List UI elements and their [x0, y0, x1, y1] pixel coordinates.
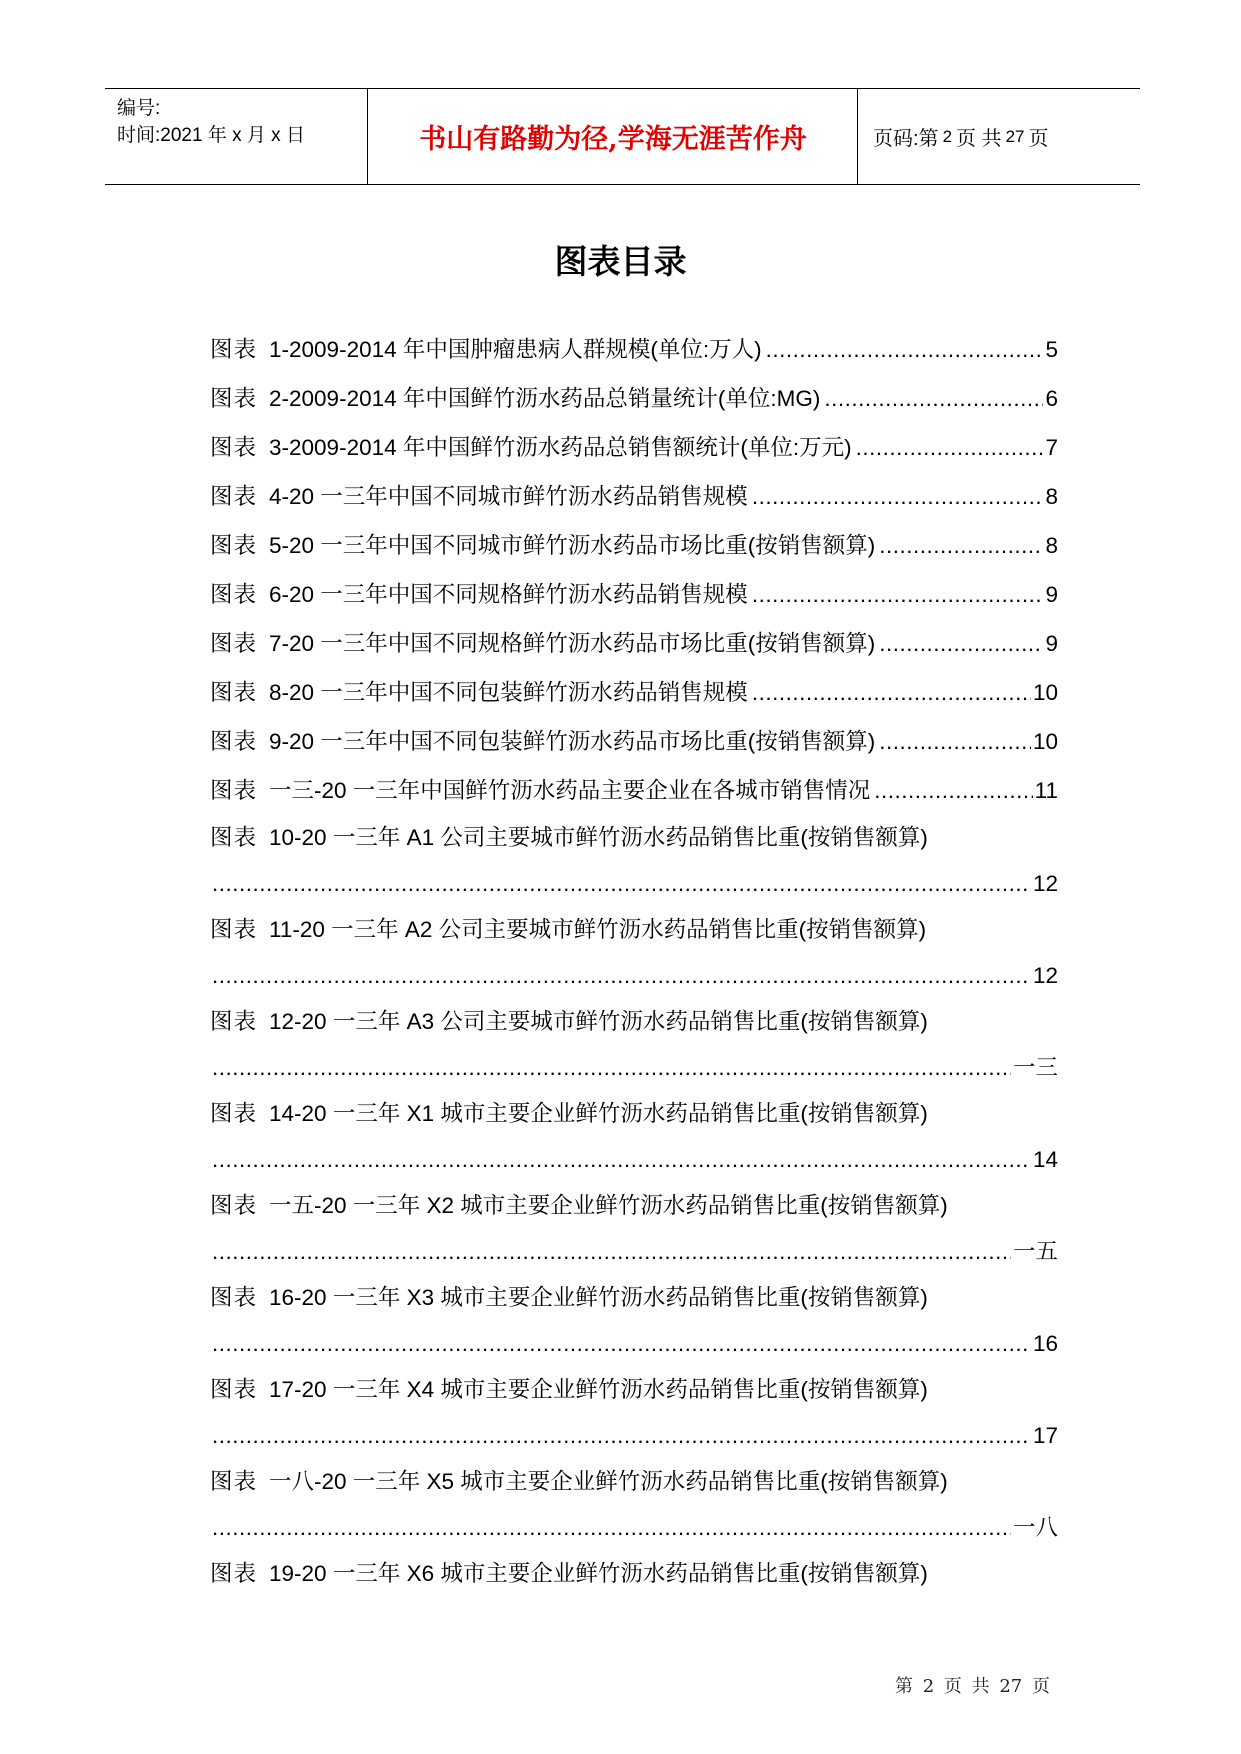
page-footer	[0, 1672, 1050, 1698]
footer-total: 27	[999, 1676, 1023, 1697]
toc-entry-page: 6	[1045, 386, 1058, 411]
toc-entry-label	[210, 619, 877, 668]
header-page-suffix: 页	[1028, 128, 1049, 150]
toc-entry-label	[210, 1367, 930, 1413]
toc-entry-prefix: 图表	[210, 533, 258, 558]
footer-prefix: 第	[894, 1676, 913, 1697]
toc-entry-label	[210, 668, 750, 717]
toc-entry-text: 3-2009-2014 年中国鲜竹沥水药品总销售额统计(单位:万元)	[269, 435, 852, 460]
toc-leader-dots	[752, 570, 1044, 619]
header-page-mid: 页 共	[956, 128, 1002, 150]
toc-entry-page: 一五	[1012, 1239, 1058, 1264]
toc-entry-text: 17-20 一三年 X4 城市主要企业鲜竹沥水药品销售比重(按销售额算)	[269, 1377, 928, 1402]
toc-leader-dots	[879, 717, 1031, 766]
toc-entry-label	[210, 999, 930, 1045]
toc-entry-prefix: 图表	[210, 582, 258, 607]
toc-entry-page: 16	[1032, 1331, 1058, 1356]
header-divider	[857, 89, 858, 184]
header-page-current: 2	[942, 126, 953, 146]
toc-entry-prefix: 图表	[210, 1193, 258, 1218]
toc-entry[interactable]	[210, 1275, 1058, 1367]
toc-leader-dots	[212, 1321, 1031, 1367]
toc-entry-page: 一三	[1012, 1055, 1058, 1080]
toc-leader-dots	[752, 668, 1031, 717]
toc-entry-page: 9	[1045, 631, 1058, 656]
toc-entry-prefix: 图表	[210, 484, 258, 509]
toc-leader-dots	[212, 1229, 1011, 1275]
header-time-label: 时间:2021 年 x 月 x 日	[117, 125, 305, 146]
header-number-label: 编号:	[117, 98, 161, 119]
toc-entry-prefix: 图表	[210, 729, 258, 754]
toc-entry[interactable]	[210, 570, 1058, 619]
toc-leader-dots	[874, 766, 1032, 815]
header-page-total: 27	[1005, 126, 1025, 146]
toc-entry[interactable]	[210, 521, 1058, 570]
toc-entry-text: 5-20 一三年中国不同城市鲜竹沥水药品市场比重(按销售额算)	[269, 533, 876, 558]
toc-entry-page: 12	[1032, 963, 1058, 988]
toc-entry[interactable]	[210, 1459, 1058, 1551]
footer-current: 2	[922, 1676, 935, 1697]
toc-entry-label	[210, 1459, 950, 1505]
toc-entry-prefix: 图表	[210, 1469, 258, 1494]
toc-entry-prefix: 图表	[210, 778, 258, 803]
toc-entry-label	[210, 766, 872, 815]
toc-entry-prefix: 图表	[210, 1285, 258, 1310]
toc-entry-label	[210, 570, 750, 619]
header-meta	[117, 95, 305, 149]
toc-entry-text: 1-2009-2014 年中国肿瘤患病人群规模(单位:万人)	[269, 337, 762, 362]
toc-entry[interactable]	[210, 374, 1058, 423]
toc-entry-label	[210, 1091, 930, 1137]
toc-entry-text: 6-20 一三年中国不同规格鲜竹沥水药品销售规模	[269, 582, 748, 607]
toc-entry-text: 一三-20 一三年中国鲜竹沥水药品主要企业在各城市销售情况	[269, 778, 871, 803]
toc-entry[interactable]	[210, 1183, 1058, 1275]
toc-entry[interactable]	[210, 668, 1058, 717]
toc-leader-dots	[752, 472, 1044, 521]
toc-entry-prefix: 图表	[210, 631, 258, 656]
page-header	[105, 88, 1140, 185]
toc-entry-text: 10-20 一三年 A1 公司主要城市鲜竹沥水药品销售比重(按销售额算)	[269, 825, 928, 850]
toc-entry[interactable]	[210, 717, 1058, 766]
toc-entry-page: 11	[1034, 778, 1058, 803]
toc-entry-page: 10	[1032, 680, 1058, 705]
toc-entry[interactable]	[210, 1091, 1058, 1183]
toc-entry-text: 12-20 一三年 A3 公司主要城市鲜竹沥水药品销售比重(按销售额算)	[269, 1009, 928, 1034]
figure-table-of-contents	[210, 325, 1058, 1597]
toc-leader-dots	[766, 325, 1044, 374]
toc-entry-page: 一八	[1012, 1515, 1058, 1540]
toc-entry-label	[210, 815, 930, 861]
toc-entry-page: 10	[1032, 729, 1058, 754]
footer-suffix: 页	[1032, 1676, 1050, 1697]
toc-entry[interactable]	[210, 619, 1058, 668]
toc-entry-text: 4-20 一三年中国不同城市鲜竹沥水药品销售规模	[269, 484, 748, 509]
header-motto: 书山有路勤为径,学海无涯苦作舟	[419, 124, 807, 155]
toc-entry-prefix: 图表	[210, 1561, 258, 1586]
toc-entry-label	[210, 1183, 950, 1229]
toc-entry-page: 17	[1032, 1423, 1058, 1448]
toc-leader-dots	[212, 1413, 1031, 1459]
toc-entry-text: 14-20 一三年 X1 城市主要企业鲜竹沥水药品销售比重(按销售额算)	[269, 1101, 928, 1126]
toc-leader-dots	[212, 1137, 1031, 1183]
toc-leader-dots	[212, 1045, 1011, 1091]
toc-entry-text: 7-20 一三年中国不同规格鲜竹沥水药品市场比重(按销售额算)	[269, 631, 876, 656]
footer-mid: 页 共	[943, 1676, 990, 1697]
toc-entry-page: 8	[1045, 484, 1058, 509]
toc-entry-page: 5	[1045, 337, 1058, 362]
toc-entry-prefix: 图表	[210, 1377, 258, 1402]
toc-entry-text: 9-20 一三年中国不同包装鲜竹沥水药品市场比重(按销售额算)	[269, 729, 876, 754]
toc-entry[interactable]	[210, 999, 1058, 1091]
toc-entry-text: 一八-20 一三年 X5 城市主要企业鲜竹沥水药品销售比重(按销售额算)	[269, 1469, 948, 1494]
toc-entry-label	[210, 717, 877, 766]
toc-entry-page: 12	[1032, 871, 1058, 896]
header-page-prefix: 页码:第	[873, 128, 939, 150]
toc-entry-label	[210, 374, 822, 423]
toc-entry-prefix: 图表	[210, 337, 258, 362]
toc-entry-label	[210, 1551, 930, 1597]
toc-entry-page: 9	[1045, 582, 1058, 607]
toc-entry-text: 8-20 一三年中国不同包装鲜竹沥水药品销售规模	[269, 680, 748, 705]
toc-leader-dots	[824, 374, 1043, 423]
header-divider	[367, 89, 368, 184]
toc-entry-label	[210, 1275, 930, 1321]
toc-leader-dots	[879, 619, 1043, 668]
toc-entry[interactable]	[210, 766, 1058, 815]
toc-entry-label	[210, 423, 854, 472]
toc-entry-page: 8	[1045, 533, 1058, 558]
toc-entry-prefix: 图表	[210, 1101, 258, 1126]
toc-entry-label	[210, 472, 750, 521]
header-page-indicator	[873, 89, 1049, 184]
toc-entry-page: 7	[1045, 435, 1058, 460]
toc-entry-text: 19-20 一三年 X6 城市主要企业鲜竹沥水药品销售比重(按销售额算)	[269, 1561, 928, 1586]
toc-entry-text: 16-20 一三年 X3 城市主要企业鲜竹沥水药品销售比重(按销售额算)	[269, 1285, 928, 1310]
toc-entry-prefix: 图表	[210, 917, 258, 942]
toc-entry-prefix: 图表	[210, 680, 258, 705]
toc-entry-prefix: 图表	[210, 435, 258, 460]
toc-entry[interactable]	[210, 815, 1058, 907]
toc-leader-dots	[212, 861, 1031, 907]
toc-leader-dots	[856, 423, 1044, 472]
toc-entry-page: 14	[1032, 1147, 1058, 1172]
toc-entry-prefix: 图表	[210, 1009, 258, 1034]
toc-entry[interactable]	[210, 907, 1058, 999]
toc-entry-label	[210, 521, 877, 570]
toc-entry-prefix: 图表	[210, 825, 258, 850]
toc-entry[interactable]	[210, 1367, 1058, 1459]
page-title: 图表目录	[554, 243, 687, 280]
toc-entry-text: 11-20 一三年 A2 公司主要城市鲜竹沥水药品销售比重(按销售额算)	[269, 917, 927, 942]
toc-leader-dots	[212, 953, 1031, 999]
toc-entry-text: 一五-20 一三年 X2 城市主要企业鲜竹沥水药品销售比重(按销售额算)	[269, 1193, 948, 1218]
toc-entry-text: 2-2009-2014 年中国鲜竹沥水药品总销量统计(单位:MG)	[269, 386, 821, 411]
toc-entry-prefix: 图表	[210, 386, 258, 411]
toc-entry[interactable]	[210, 423, 1058, 472]
toc-entry[interactable]	[210, 325, 1058, 374]
toc-leader-dots	[212, 1505, 1011, 1551]
toc-entry[interactable]	[210, 472, 1058, 521]
toc-entry-label	[210, 907, 928, 953]
toc-entry[interactable]	[210, 1551, 1058, 1597]
toc-entry-label	[210, 325, 764, 374]
toc-leader-dots	[879, 521, 1043, 570]
